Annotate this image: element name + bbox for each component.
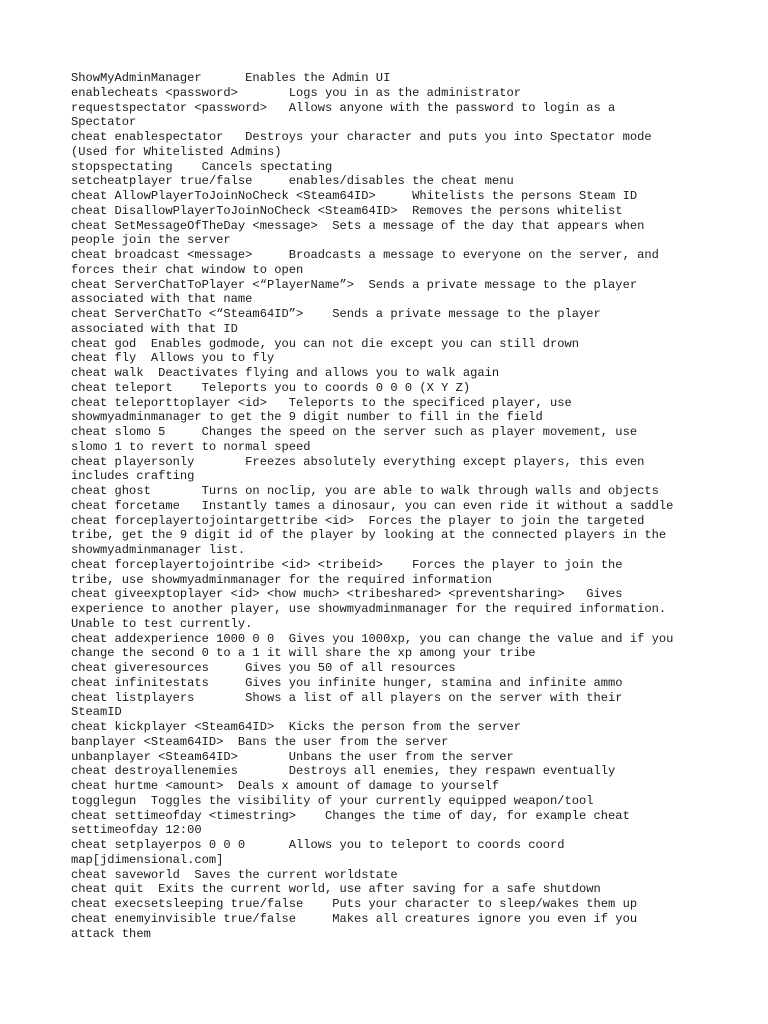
document-line: associated with that ID [71, 321, 238, 336]
document-line: cheat addexperience 1000 0 0 Gives you 1000xp, you can change the value and if you [71, 631, 674, 646]
document-line: Spectator [71, 115, 137, 130]
document-line: cheat enablespectator Destroys your character and puts you into Spectator mode [71, 130, 652, 144]
document-line: enablecheats <password> Logs you in as the administrator [71, 85, 521, 100]
document-line: unbanplayer <Steam64ID> Unbans the user from the server [71, 749, 514, 764]
document-line: cheat SetMessageOfTheDay <message> Sets a message of the day that appears when [71, 218, 645, 233]
document-line: ShowMyAdminManager Enables the Admin UI [71, 71, 391, 85]
document-line: banplayer <Steam64ID> Bans the user from the server [71, 734, 449, 749]
document-line: cheat quit Exits the current world, use after saving for a safe shutdown [71, 882, 601, 897]
document-line: cheat kickplayer <Steam64ID> Kicks the person from the server [71, 720, 521, 734]
document-line: SteamID [71, 705, 122, 720]
document-line: cheat god Enables godmode, you can not die except you can still drown [71, 336, 580, 351]
document-line: cheat ghost Turns on noclip, you are able to walk through walls and objects [71, 484, 659, 498]
document-line: cheat setplayerpos 0 0 0 Allows you to teleport to coords coord [71, 838, 565, 852]
document-line: change the second 0 to a 1 it will share the xp among your tribe [71, 646, 536, 661]
document-line: tribe, get the 9 digit id of the player by looking at the connected players in the [71, 528, 667, 543]
document-line: cheat hurtme <amount> Deals x amount of damage to yourself [71, 779, 500, 793]
document-line: cheat fly Allows you to fly [71, 351, 275, 366]
document-line: cheat teleporttoplayer <id> Teleports to the specificed player, use [71, 395, 572, 410]
document-line: cheat DisallowPlayerToJoinNoCheck <Steam64ID> Removes the persons whitelist [71, 203, 623, 218]
document-line: settimeofday 12:00 [71, 823, 202, 838]
document-line: tribe, use showmyadminmanager for the required information [71, 572, 492, 587]
document-line: associated with that name [71, 292, 253, 307]
document-line: Unable to test currently. [71, 616, 253, 631]
document-line: showmyadminmanager list. [71, 543, 246, 557]
document-line: cheat listplayers Shows a list of all players on the server with their [71, 690, 623, 705]
document-line: cheat giveresources Gives you 50 of all resources [71, 661, 456, 675]
document-line: cheat saveworld Saves the current worldstate [71, 867, 398, 882]
document-line: cheat forceplayertojointargettribe <id> Forces the player to join the targeted [71, 513, 645, 528]
document-line: cheat slomo 5 Changes the speed on the server such as player movement, use [71, 425, 638, 439]
document-line: cheat walk Deactivates flying and allows you to walk again [71, 366, 500, 380]
document-line: cheat AllowPlayerToJoinNoCheck <Steam64ID> Whitelists the persons Steam ID [71, 189, 638, 203]
document-line: map[jdimensional.com] [71, 852, 224, 867]
document-line: cheat ServerChatToPlayer <“PlayerName”> Sends a private message to the player [71, 277, 638, 292]
document-line: cheat teleport Teleports you to coords 0 0 0 (X Y Z) [71, 380, 471, 395]
document-line: cheat destroyallenemies Destroys all enemies, they respawn eventually [71, 764, 616, 779]
document-line: stopspectating Cancels spectating [71, 159, 333, 174]
document-line: attack them [71, 926, 151, 941]
document-line: cheat broadcast <message> Broadcasts a message to everyone on the server, and [71, 248, 659, 262]
document-line: requestspectator <password> Allows anyone with the password to login as a [71, 100, 616, 115]
document-line: cheat settimeofday <timestring> Changes the time of day, for example cheat [71, 808, 630, 823]
document-line: cheat enemyinvisible true/false Makes all creatures ignore you even if you [71, 911, 638, 926]
document-line: includes crafting [71, 469, 195, 484]
document-line: slomo 1 to revert to normal speed [71, 439, 311, 454]
document-line: showmyadminmanager to get the 9 digit number to fill in the field [71, 410, 543, 425]
document-line: cheat execsetsleeping true/false Puts your character to sleep/wakes them up [71, 897, 638, 911]
document-line: togglegun Toggles the visibility of your currently equipped weapon/tool [71, 793, 594, 808]
document-line: cheat forcetame Instantly tames a dinosaur, you can even ride it without a saddle [71, 498, 674, 513]
document-line: cheat giveexptoplayer <id> <how much> <tribeshared> <preventsharing> Gives [71, 587, 623, 602]
document-line: experience to another player, use showmyadminmanager for the required information. [71, 602, 667, 616]
document-line: setcheatplayer true/false enables/disables the cheat menu [71, 174, 514, 189]
document-line: cheat forceplayertojointribe <id> <tribeid> Forces the player to join the [71, 557, 623, 572]
document-line: people join the server [71, 233, 231, 248]
admin-commands-document [71, 71, 701, 941]
document-line: cheat ServerChatTo <“Steam64ID”> Sends a private message to the player [71, 307, 601, 321]
document-line: forces their chat window to open [71, 262, 304, 277]
document-line: cheat playersonly Freezes absolutely everything except players, this even [71, 454, 645, 469]
document-line: (Used for Whitelisted Admins) [71, 144, 282, 159]
document-line: cheat infinitestats Gives you infinite hunger, stamina and infinite ammo [71, 675, 623, 690]
